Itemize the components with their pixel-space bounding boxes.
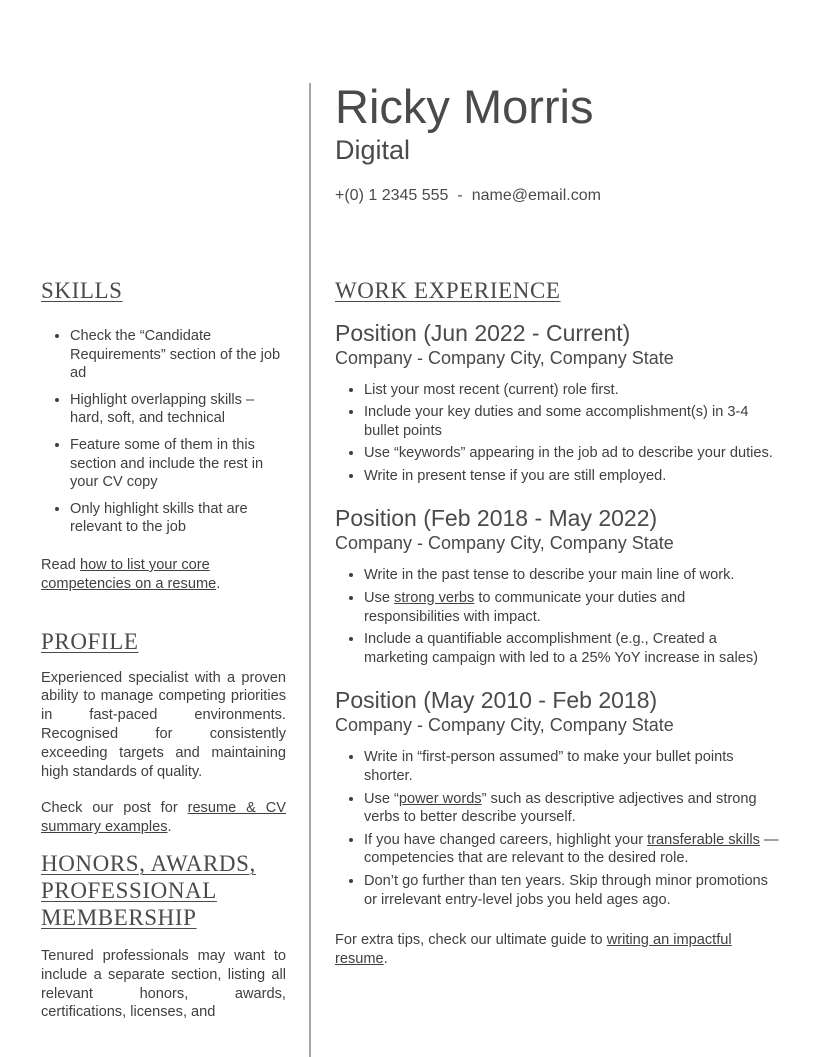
core-competencies-link[interactable]: how to list your core competencies on a resume <box>41 556 217 592</box>
job-position: Position (Jun 2022 - Current) <box>335 320 631 346</box>
candidate-name: Ricky Morris <box>335 80 594 133</box>
skills-heading: SKILLS <box>41 278 123 303</box>
impactful-resume-link[interactable]: writing an impactful resume <box>335 932 732 968</box>
email-address: name@email.com <box>471 187 601 204</box>
job-bullet <box>364 589 780 627</box>
work-experience-heading: WORK EXPERIENCE <box>335 278 561 303</box>
summary-examples-link[interactable]: resume & CV summary examples <box>41 800 286 836</box>
read-suffix: . <box>216 575 221 592</box>
job-bullets <box>335 566 780 667</box>
read-prefix: Read <box>41 556 80 573</box>
profile-text: Experienced specialist with a proven ability to manage competing priorities in fast-paced environments. Recognised for consistently exceeding targets and maintaining high standards of quality. <box>41 669 286 780</box>
resume-header <box>335 80 795 206</box>
profile-check-post <box>41 799 286 837</box>
job-bullet <box>364 831 780 869</box>
job-bullet: • Write in “first-person assumed” to make your bullet points shorter. <box>364 748 780 786</box>
right-column <box>335 277 780 969</box>
phone-number: +(0) 1 2345 555 <box>335 187 449 204</box>
job-bullet <box>364 790 780 828</box>
skills-item: • Feature some of them in this section and include the rest in your CV copy <box>70 436 286 492</box>
job-company: Company - Company City, Company State <box>335 533 674 554</box>
job-entry <box>335 320 780 485</box>
job-position: Position (May 2010 - Feb 2018) <box>335 687 658 714</box>
job-bullet: • List your most recent (current) role first. <box>364 381 780 400</box>
strong-verbs-link[interactable]: strong verbs <box>394 589 475 606</box>
bullet-text: ” such as descriptive adjectives and strong verbs to better describe yourself. <box>364 790 757 826</box>
contact-line <box>335 186 795 206</box>
bullet-text: Use “ <box>364 790 399 807</box>
job-bullets <box>335 381 780 485</box>
skills-read-more <box>41 556 286 594</box>
check-prefix: Check our post for <box>41 800 188 817</box>
job-bullets <box>335 748 780 909</box>
job-entry <box>335 505 780 667</box>
skills-item: • Highlight overlapping skills – hard, soft, and technical <box>70 391 286 428</box>
honors-heading-line-3: MEMBERSHIP <box>41 904 197 930</box>
bullet-text: Use <box>364 589 395 606</box>
power-words-link[interactable]: power words <box>398 790 482 807</box>
bullet-text: to communicate your duties and responsibilities with impact. <box>364 589 686 625</box>
skills-list <box>41 327 286 537</box>
check-suffix: . <box>167 819 172 836</box>
honors-text: Tenured professionals may want to include a separate section, listing all relevant honors, awards, certifications, licenses, and <box>41 947 286 1021</box>
extra-tips <box>335 931 780 969</box>
job-entry <box>335 687 780 909</box>
tips-suffix: . <box>383 951 388 968</box>
job-bullet: • Include a quantifiable accomplishment (e.g., Created a marketing campaign with led to a 25% YoY increase in sales) <box>364 630 780 668</box>
tips-prefix: For extra tips, check our ultimate guide to <box>335 932 607 949</box>
job-company: Company - Company City, Company State <box>335 348 674 368</box>
candidate-subtitle: Digital <box>335 135 411 165</box>
job-bullet: • Write in the past tense to describe your main line of work. <box>364 566 780 585</box>
job-bullet: • Don’t go further than ten years. Skip through minor promotions or irrelevant entry-level jobs you held ages ago. <box>364 872 780 910</box>
job-bullet: • Write in present tense if you are still employed. <box>364 467 780 486</box>
skills-item: • Only highlight skills that are relevant to the job <box>70 500 286 537</box>
job-bullet: • Include your key duties and some accomplishment(s) in 3-4 bullet points <box>364 403 780 441</box>
honors-heading-line-1: HONORS, AWARDS, <box>41 850 256 876</box>
job-company: Company - Company City, Company State <box>335 715 674 736</box>
profile-heading: PROFILE <box>41 628 139 654</box>
contact-separator: - <box>457 187 463 204</box>
transferable-skills-link[interactable]: transferable skills <box>647 831 760 848</box>
column-divider <box>309 83 311 1057</box>
left-column <box>41 277 286 1022</box>
job-bullet: • Use “keywords” appearing in the job ad to describe your duties. <box>364 444 780 463</box>
bullet-text: — competencies that are relevant to the desired role. <box>364 831 779 867</box>
honors-heading-line-2: PROFESSIONAL <box>41 877 217 903</box>
honors-heading <box>41 850 286 931</box>
skills-item: • Check the “Candidate Requirements” section of the job ad <box>70 327 286 383</box>
bullet-text: If you have changed careers, highlight your <box>364 831 648 848</box>
job-position: Position (Feb 2018 - May 2022) <box>335 505 658 532</box>
